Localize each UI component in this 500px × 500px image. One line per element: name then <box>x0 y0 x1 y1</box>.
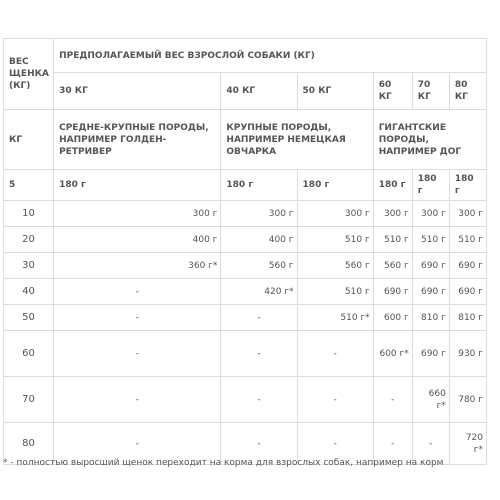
feeding-table <box>3 38 487 465</box>
col-40kg: 40 КГ <box>221 73 297 110</box>
portion-cell: - <box>221 423 297 465</box>
portion-cell: 180 г <box>54 170 221 201</box>
portion-cell: 690 г <box>449 253 486 279</box>
portion-cell: 720 г* <box>449 423 486 465</box>
portion-cell: 300 г <box>449 201 486 227</box>
portion-cell: - <box>297 331 373 377</box>
portion-cell: 690 г <box>373 279 412 305</box>
portion-cell: 600 г* <box>373 331 412 377</box>
puppy-weight-cell: 80 <box>4 423 54 465</box>
portion-cell: - <box>221 331 297 377</box>
puppy-weight-cell: 5 <box>4 170 54 201</box>
puppy-weight-cell: 30 <box>4 253 54 279</box>
col-80kg: 80 КГ <box>449 73 486 110</box>
group-large: КРУПНЫЕ ПОРОДЫ, НАПРИМЕР НЕМЕЦКАЯ ОВЧАРКА <box>221 110 373 170</box>
portion-cell: 300 г <box>221 201 297 227</box>
puppy-weight-cell: 50 <box>4 305 54 331</box>
col-70kg: 70 КГ <box>412 73 449 110</box>
table-row <box>4 227 487 253</box>
puppy-weight-cell: 40 <box>4 279 54 305</box>
portion-cell: 930 г <box>449 331 486 377</box>
portion-cell: 690 г <box>412 253 449 279</box>
portion-cell: - <box>297 377 373 423</box>
portion-cell: 300 г <box>373 201 412 227</box>
table-row <box>4 279 487 305</box>
portion-cell: 660 г* <box>412 377 449 423</box>
portion-cell: 180 г <box>412 170 449 201</box>
portion-cell: 360 г* <box>54 253 221 279</box>
puppy-weight-cell: 70 <box>4 377 54 423</box>
col-50kg: 50 КГ <box>297 73 373 110</box>
portion-cell: 810 г <box>412 305 449 331</box>
portion-cell: 510 г <box>297 227 373 253</box>
table-row <box>4 305 487 331</box>
portion-cell: 400 г <box>54 227 221 253</box>
puppy-weight-cell: 10 <box>4 201 54 227</box>
portion-cell: - <box>54 331 221 377</box>
portion-cell: - <box>54 377 221 423</box>
portion-cell: - <box>373 423 412 465</box>
portion-cell: 510 г <box>449 227 486 253</box>
adult-weight-header: ПРЕДПОЛАГАЕМЫЙ ВЕС ВЗРОСЛОЙ СОБАКИ (КГ) <box>54 39 487 73</box>
portion-cell: 510 г <box>297 279 373 305</box>
kg-label: КГ <box>4 110 54 170</box>
table-row <box>4 377 487 423</box>
portion-cell: 510 г <box>373 227 412 253</box>
portion-cell: 690 г <box>449 279 486 305</box>
portion-cell: 180 г <box>449 170 486 201</box>
puppy-weight-header: ВЕС ЩЕНКА (КГ) <box>4 39 54 110</box>
portion-cell: 560 г <box>297 253 373 279</box>
portion-cell: 180 г <box>221 170 297 201</box>
portion-cell: - <box>54 279 221 305</box>
portion-cell: 510 г <box>412 227 449 253</box>
portion-cell: - <box>412 423 449 465</box>
portion-cell: 300 г <box>412 201 449 227</box>
portion-cell: - <box>221 305 297 331</box>
portion-cell: - <box>297 423 373 465</box>
portion-cell: - <box>373 377 412 423</box>
portion-cell: 400 г <box>221 227 297 253</box>
group-giant: ГИГАНТСКИЕ ПОРОДЫ, НАПРИМЕР ДОГ <box>373 110 486 170</box>
table-row <box>4 253 487 279</box>
portion-cell: 560 г <box>221 253 297 279</box>
portion-cell: 180 г <box>297 170 373 201</box>
portion-cell: 690 г <box>412 331 449 377</box>
table-row <box>4 170 487 201</box>
portion-cell: 600 г <box>373 305 412 331</box>
footnote: * - полностью выросший щенок переходит на корма для взрослых собак, например на корм <box>3 458 444 468</box>
portion-cell: 780 г <box>449 377 486 423</box>
portion-cell: 300 г <box>54 201 221 227</box>
puppy-weight-cell: 60 <box>4 331 54 377</box>
table-row <box>4 331 487 377</box>
col-30kg: 30 КГ <box>54 73 221 110</box>
portion-cell: - <box>221 377 297 423</box>
col-60kg: 60 КГ <box>373 73 412 110</box>
table-row <box>4 201 487 227</box>
portion-cell: 810 г <box>449 305 486 331</box>
group-medium: СРЕДНЕ-КРУПНЫЕ ПОРОДЫ, НАПРИМЕР ГОЛДЕН-РЕТРИВЕР <box>54 110 221 170</box>
portion-cell: 300 г <box>297 201 373 227</box>
portion-cell: 690 г <box>412 279 449 305</box>
portion-cell: 180 г <box>373 170 412 201</box>
portion-cell: - <box>54 305 221 331</box>
portion-cell: 420 г* <box>221 279 297 305</box>
portion-cell: 510 г* <box>297 305 373 331</box>
portion-cell: 560 г <box>373 253 412 279</box>
portion-cell: - <box>54 423 221 465</box>
puppy-weight-cell: 20 <box>4 227 54 253</box>
